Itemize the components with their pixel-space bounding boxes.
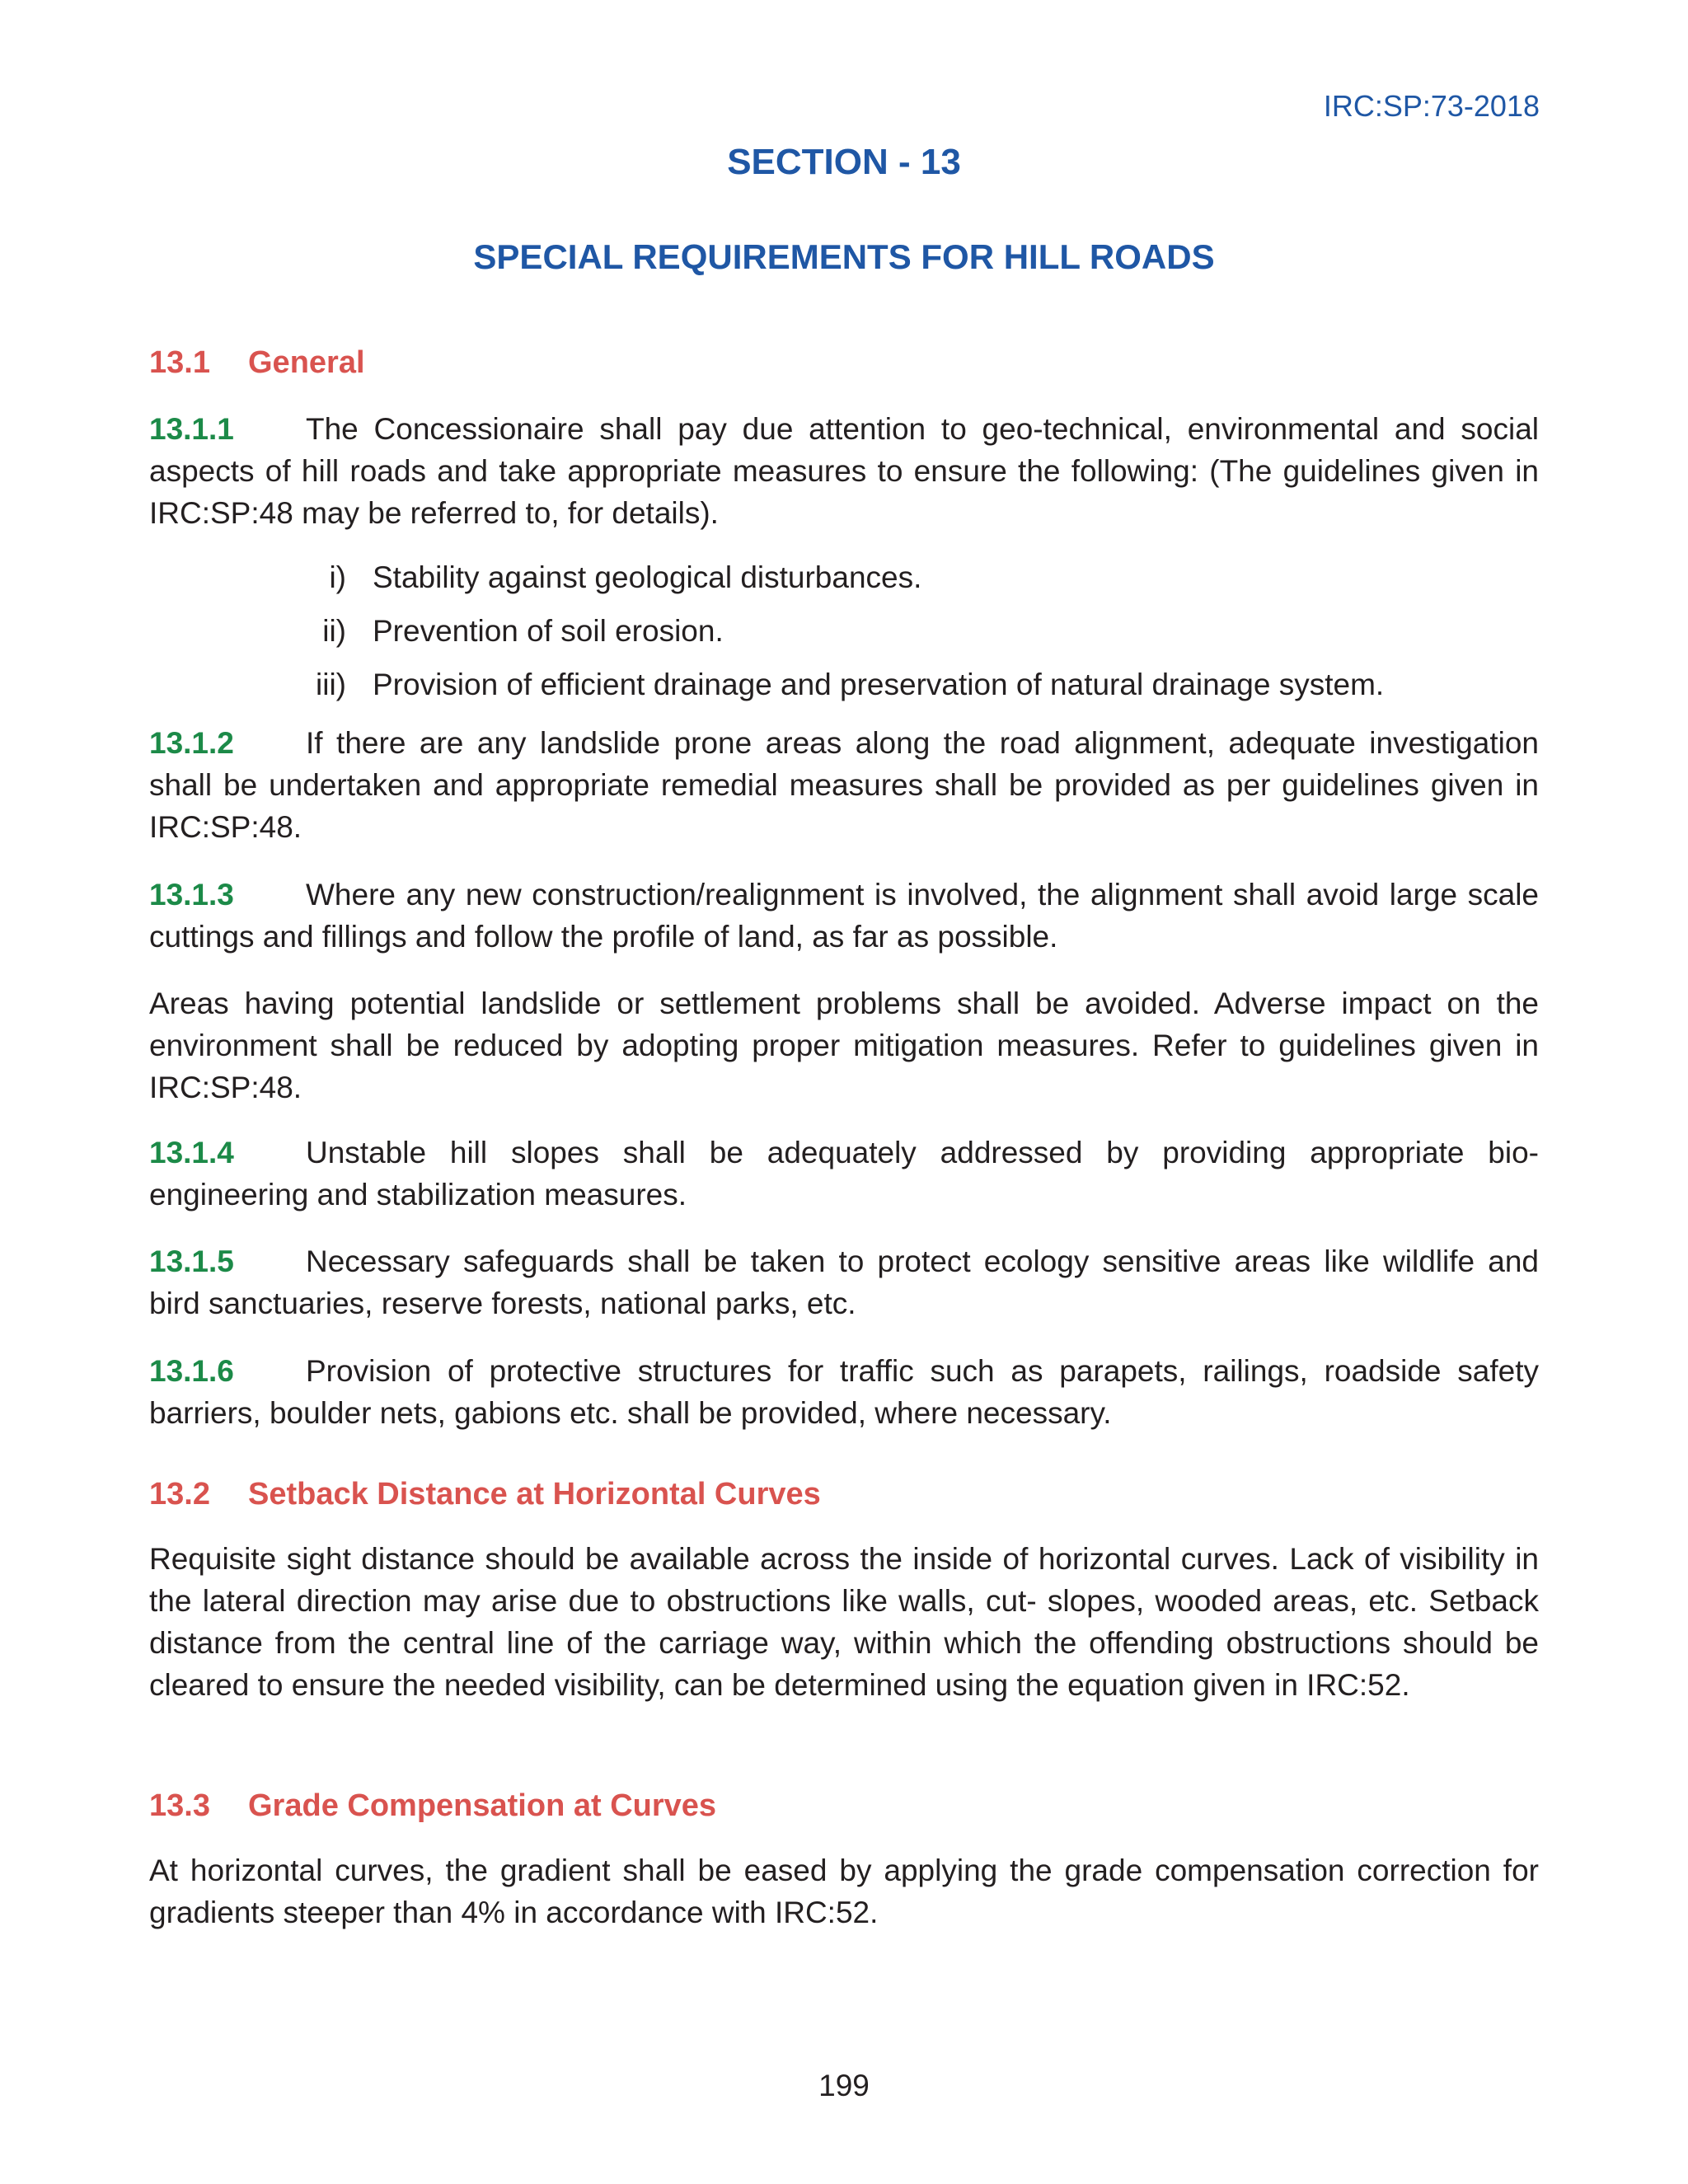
list-text: Prevention of soil erosion.: [373, 614, 724, 648]
list-item: [280, 610, 1533, 663]
heading-title: General: [248, 345, 365, 380]
paragraph-text: At horizontal curves, the gradient shall be eased by applying the grade compensation correction for gradients steeper than 4% in accordance with IRC:52.: [149, 1854, 1539, 1929]
paragraph-text: Requisite sight distance should be available across the inside of horizontal curves. Lack of visibility in the lateral direction may arise due to obstructions like walls, cut- slopes, wooded areas, etc. Setback distance from the central line of the carriage way, within which the offending obstructions should be cleared to ensure the needed visibility, can be determined using the equation given in IRC:52.: [149, 1542, 1539, 1702]
heading-title: Grade Compensation at Curves: [248, 1788, 717, 1823]
list-marker: iii): [316, 668, 346, 701]
clause-text: The Concessionaire shall pay due attention to geo-technical, environmental and social aspects of hill roads and take appropriate measures to ensure the following: (The guidelines given in IRC:SP:48 may be referred to, for details).: [149, 412, 1539, 530]
clause-number: 13.1.2: [149, 726, 234, 760]
heading-number: 13.3: [149, 1788, 210, 1823]
list-item: [280, 663, 1533, 717]
clause-text: Where any new construction/realignment is involved, the alignment shall avoid large scale cuttings and fillings and follow the profile of land, as far as possible.: [149, 878, 1539, 954]
clause-13-1-5: [149, 1240, 1539, 1324]
clause-13-1-2: [149, 722, 1539, 848]
heading-title: Setback Distance at Horizontal Curves: [248, 1477, 821, 1511]
clause-13-1-1-list: [280, 556, 1533, 717]
heading-13-1: [149, 342, 1539, 384]
section-13-3-body: [149, 1849, 1539, 1933]
list-text: Provision of efficient drainage and preservation of natural drainage system.: [373, 668, 1385, 701]
heading-13-2: [149, 1474, 1539, 1516]
heading-number: 13.1: [149, 345, 210, 380]
clause-text: Provision of protective structures for traffic such as parapets, railings, roadside safety barriers, boulder nets, gabions etc. shall be provided, where necessary.: [149, 1354, 1539, 1430]
clause-text: Unstable hill slopes shall be adequately addressed by providing appropriate bio-engineering and stabilization measures.: [149, 1136, 1539, 1212]
list-marker: i): [329, 560, 346, 594]
heading-13-3: [149, 1785, 1539, 1827]
clause-number: 13.1.4: [149, 1136, 234, 1169]
clause-number: 13.1.1: [149, 412, 234, 446]
section-subtitle: SPECIAL REQUIREMENTS FOR HILL ROADS: [473, 237, 1215, 276]
heading-number: 13.2: [149, 1477, 210, 1511]
clause-13-1-1: [149, 408, 1539, 534]
clause-13-1-3-continuation: [149, 982, 1539, 1108]
clause-number: 13.1.6: [149, 1354, 234, 1388]
clause-text: If there are any landslide prone areas along the road alignment, adequate investigation shall be undertaken and appropriate remedial measures shall be provided as per guidelines given in IRC:SP:48.: [149, 726, 1539, 844]
clause-text: Necessary safeguards shall be taken to protect ecology sensitive areas like wildlife and bird sanctuaries, reserve forests, national parks, etc.: [149, 1244, 1539, 1320]
page-number: 199: [818, 2069, 870, 2102]
paragraph-text: Areas having potential landslide or settlement problems shall be avoided. Adverse impact on the environment shall be reduced by adopting proper mitigation measures. Refer to guidelines given in IRC:SP:48.: [149, 987, 1539, 1104]
list-text: Stability against geological disturbances.: [373, 560, 922, 594]
list-marker: ii): [322, 614, 346, 648]
list-item: [280, 556, 1533, 610]
clause-number: 13.1.3: [149, 878, 234, 912]
section-title: SECTION - 13: [727, 142, 961, 182]
section-13-2-body: [149, 1538, 1539, 1706]
clause-13-1-3: [149, 874, 1539, 958]
clause-13-1-6: [149, 1350, 1539, 1434]
document-reference: IRC:SP:73-2018: [1323, 89, 1540, 123]
clause-number: 13.1.5: [149, 1244, 234, 1278]
clause-13-1-4: [149, 1132, 1539, 1216]
